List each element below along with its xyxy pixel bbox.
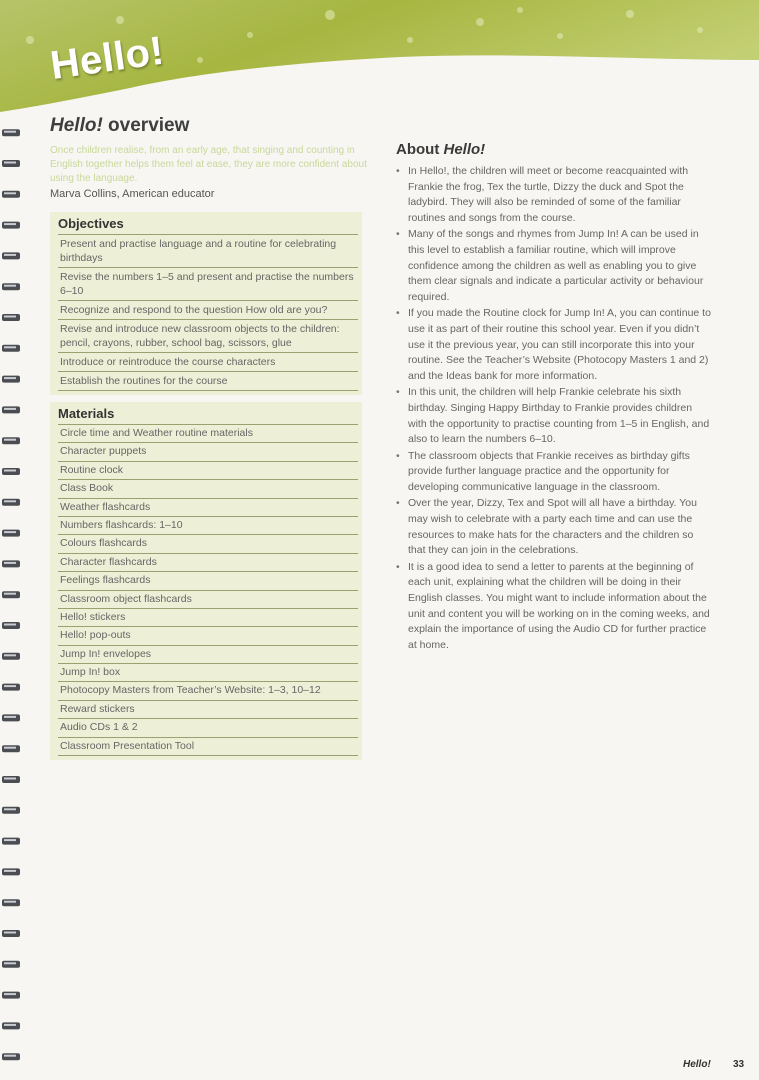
material-item: Reward stickers xyxy=(58,701,358,719)
spiral-coil-highlight xyxy=(4,901,16,903)
spiral-coil-highlight xyxy=(4,962,16,964)
spiral-coil-highlight xyxy=(4,1024,16,1026)
spiral-coil-highlight xyxy=(4,808,16,810)
spiral-coil-highlight xyxy=(4,223,16,225)
spiral-coil-highlight xyxy=(4,131,16,133)
material-item: Weather flashcards xyxy=(58,499,358,517)
objectives-heading: Objectives xyxy=(58,214,358,235)
spiral-coil-highlight xyxy=(4,624,16,626)
faded-quote: Once children realise, from an early age, that singing and counting in English together helps them feel at ease, they are more confident about using the language. xyxy=(50,145,367,184)
spiral-coil-highlight xyxy=(4,500,16,502)
overview-title xyxy=(50,115,189,137)
spiral-coil-highlight xyxy=(4,1055,16,1057)
about-item: • Over the year, Dizzy, Tex and Spot will all have a birthday. You may wish to celebrate with a party each time and can use the resources to make hats for the characters and the children so that they can join in the celebrations. xyxy=(396,496,712,558)
banner-title: Hello! xyxy=(47,28,167,89)
spiral-coil-highlight xyxy=(4,932,16,934)
material-item: Audio CDs 1 & 2 xyxy=(58,719,358,737)
spiral-coil-highlight xyxy=(4,562,16,564)
objective-item: Introduce or reintroduce the course characters xyxy=(58,353,358,372)
spiral-binding xyxy=(0,0,24,1080)
spiral-coil-highlight xyxy=(4,778,16,780)
materials-panel xyxy=(50,402,362,760)
objective-item: Recognize and respond to the question How old are you? xyxy=(58,301,358,320)
quote-author: Marva Collins, American educator xyxy=(50,188,215,200)
spiral-coil-highlight xyxy=(4,716,16,718)
page-number: 33 xyxy=(733,1059,745,1070)
spiral-coil-highlight xyxy=(4,346,16,348)
about-item: • In Hello!, the children will meet or become reacquainted with Frankie the frog, Tex the turtle, Dizzy the duck and Spot the ladybird. They will also be reminded of some of the familiar routines and songs from the course. xyxy=(396,164,712,226)
spiral-coil-highlight xyxy=(4,593,16,595)
about-item: • Many of the songs and rhymes from Jump In! A can be used in this level to establish a familiar routine, which will improve confidence among the children as well as enabling you to give them clear signals and indicate a particular activity or behaviour required. xyxy=(396,227,712,305)
spiral-coil-highlight xyxy=(4,747,16,749)
about-item: • In this unit, the children will help Frankie celebrate his sixth birthday. Singing Happy Birthday to Frankie provides children with the opportunity to practise counting from 1–5 in English, and also to learn the numbers 6–10. xyxy=(396,385,712,447)
spiral-coil-highlight xyxy=(4,870,16,872)
objective-item: Establish the routines for the course xyxy=(58,372,358,391)
about-list xyxy=(396,164,712,654)
spiral-coil-highlight xyxy=(4,993,16,995)
about-title xyxy=(396,141,485,158)
material-item: Jump In! box xyxy=(58,664,358,682)
about-item: • The classroom objects that Frankie receives as birthday gifts provide further language practice and the opportunity for developing communicative language in the classroom. xyxy=(396,449,712,496)
spiral-coil-highlight xyxy=(4,377,16,379)
spiral-coil-highlight xyxy=(4,192,16,194)
material-item: Hello! stickers xyxy=(58,609,358,627)
material-item: Jump In! envelopes xyxy=(58,646,358,664)
spiral-coil-highlight xyxy=(4,285,16,287)
material-item: Classroom Presentation Tool xyxy=(58,738,358,756)
about-title-italic: Hello! xyxy=(443,141,486,158)
spiral-coil-highlight xyxy=(4,316,16,318)
material-item: Character flashcards xyxy=(58,554,358,572)
about-item: • It is a good idea to send a letter to parents at the beginning of each unit, explaining what the children will be doing in their English classes. You might want to include information about the unit and content you will be working on in the coming weeks, and explain the importance of using the Audio CD for further practice at home. xyxy=(396,560,712,654)
objectives-panel xyxy=(50,212,362,395)
spiral-coil-highlight xyxy=(4,408,16,410)
material-item: Feelings flashcards xyxy=(58,572,358,590)
spiral-coil-highlight xyxy=(4,685,16,687)
material-item: Classroom object flashcards xyxy=(58,591,358,609)
spiral-coil-highlight xyxy=(4,439,16,441)
spiral-coil-highlight xyxy=(4,531,16,533)
material-item: Routine clock xyxy=(58,462,358,480)
spiral-coil-highlight xyxy=(4,654,16,656)
objective-item: Present and practise language and a routine for celebrating birthdays xyxy=(58,235,358,268)
overview-title-rest: overview xyxy=(102,115,190,136)
overview-title-italic: Hello! xyxy=(50,115,103,136)
about-title-prefix: About xyxy=(396,141,444,158)
material-item: Numbers flashcards: 1–10 xyxy=(58,517,358,535)
material-item: Class Book xyxy=(58,480,358,498)
material-item: Character puppets xyxy=(58,443,358,461)
material-item: Photocopy Masters from Teacher’s Website: 1–3, 10–12 xyxy=(58,682,358,700)
spiral-coil-highlight xyxy=(4,839,16,841)
spiral-coil-highlight xyxy=(4,254,16,256)
footer-label: Hello! xyxy=(683,1059,711,1070)
spiral-coil-highlight xyxy=(4,470,16,472)
objective-item: Revise the numbers 1–5 and present and practise the numbers 6–10 xyxy=(58,268,358,301)
about-item: • If you made the Routine clock for Jump In! A, you can continue to use it as part of their routine this school year. Even if you didn’t use it the previous year, you can still incorporate this into your routine. See the Teacher’s Website (Photocopy Masters 1 and 2) and the Ideas bank for more information. xyxy=(396,306,712,384)
material-item: Hello! pop-outs xyxy=(58,627,358,645)
objective-item: Revise and introduce new classroom objects to the children: pencil, crayons, rubber, school bag, scissors, glue xyxy=(58,320,358,353)
material-item: Colours flashcards xyxy=(58,535,358,553)
spiral-coil-highlight xyxy=(4,162,16,164)
material-item: Circle time and Weather routine materials xyxy=(58,425,358,443)
materials-heading: Materials xyxy=(58,404,358,425)
